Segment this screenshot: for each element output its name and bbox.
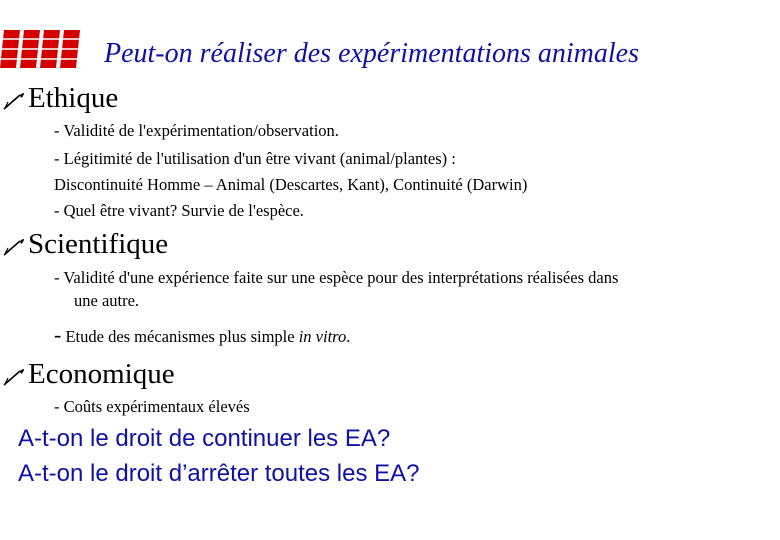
question-stop: A-t-on le droit d’arrêter toutes les EA?	[18, 460, 420, 487]
section-heading-label: Scientifique	[28, 228, 169, 260]
ethique-line-2: - Légitimité de l'utilisation d'un être vivant (animal/plantes) :	[54, 149, 456, 168]
red-bars-logo	[0, 30, 82, 68]
ethique-line-1: - Validité de l'expérimentation/observation.	[54, 121, 339, 140]
quill-pen-icon	[2, 87, 26, 111]
scientifique-line-3	[54, 322, 350, 348]
section-heading-economique	[2, 358, 175, 391]
in-vitro-term: in vitro	[298, 327, 347, 346]
question-continue: A-t-on le droit de continuer les EA?	[18, 425, 391, 452]
quill-pen-icon	[2, 233, 26, 257]
section-heading-scientifique	[2, 228, 168, 261]
page-title: Peut-on réaliser des expérimentations animales	[104, 38, 640, 69]
quill-pen-icon	[2, 363, 26, 387]
scientifique-line-1: - Validité d'une expérience faite sur une espèce pour des interprétations réalisées dans	[54, 268, 619, 287]
scientifique-line-3-text: Etude des mécanismes plus simple	[65, 327, 299, 346]
dash-marker: -	[54, 322, 62, 347]
line-period: .	[346, 327, 351, 346]
section-heading-ethique	[2, 82, 118, 115]
economique-line-1: - Coûts expérimentaux élevés	[54, 397, 250, 416]
ethique-line-3: Discontinuité Homme – Animal (Descartes, Kant), Continuité (Darwin)	[54, 175, 528, 194]
ethique-line-4: - Quel être vivant? Survie de l'espèce.	[54, 201, 304, 220]
section-heading-label: Economique	[28, 358, 175, 390]
scientifique-line-2: une autre.	[74, 291, 140, 310]
section-heading-label: Ethique	[28, 82, 119, 114]
